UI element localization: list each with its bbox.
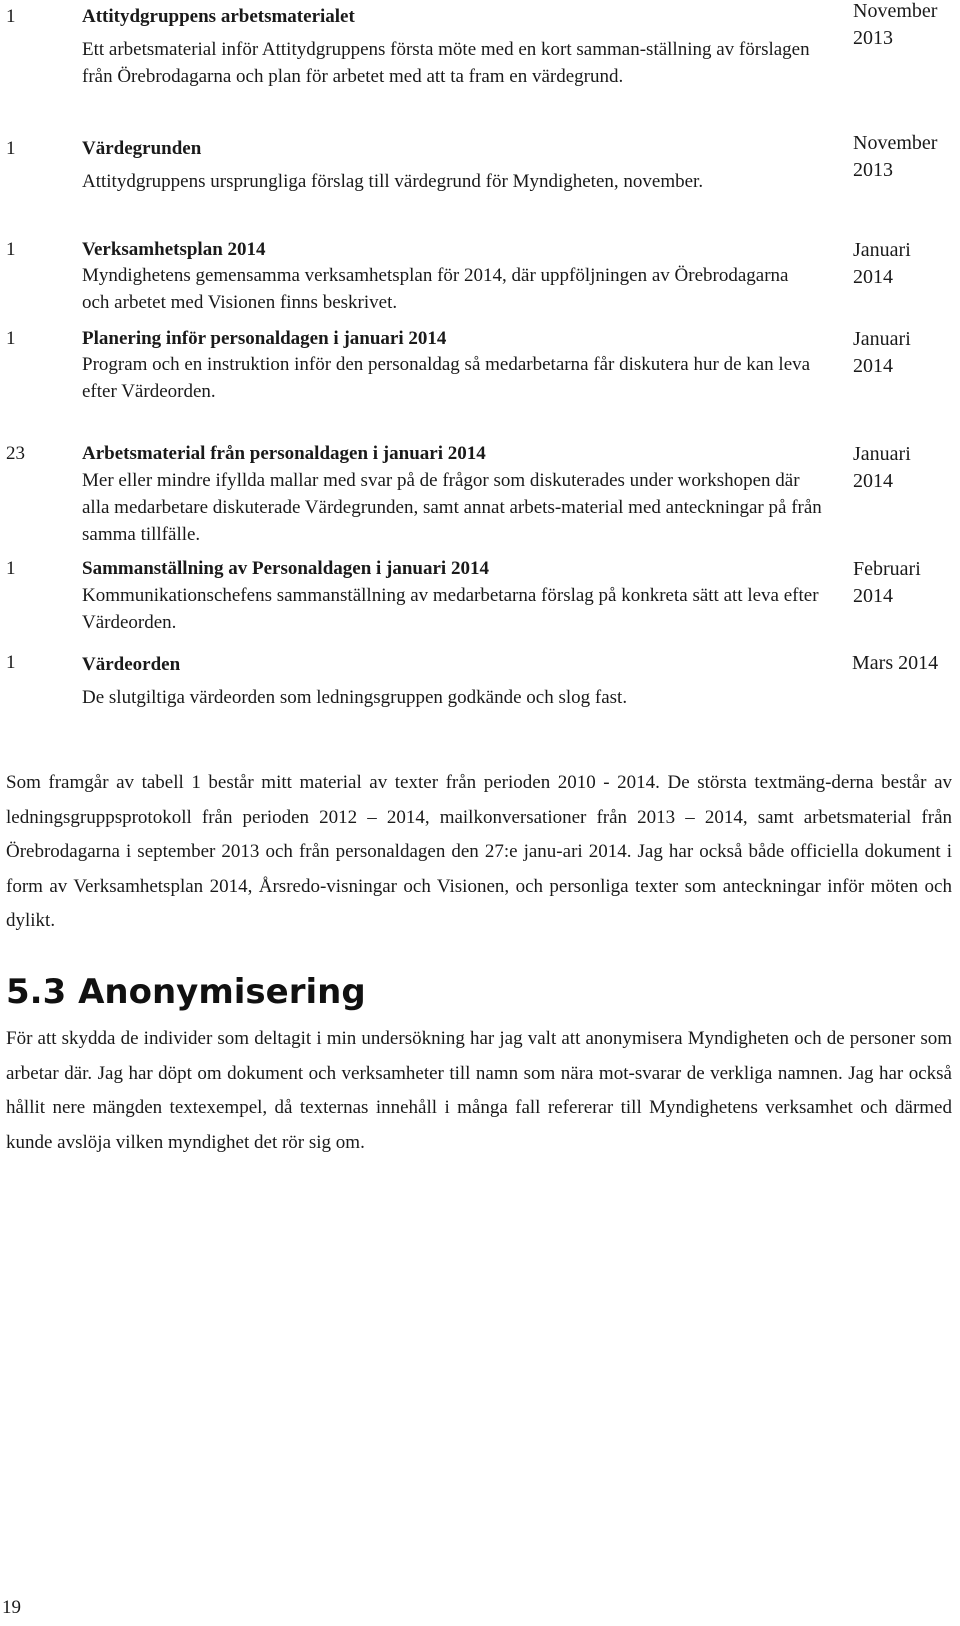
row-date: Januari 2014	[853, 239, 911, 288]
section-heading: 5.3 Anonymisering	[6, 972, 366, 1012]
row-count: 23	[6, 443, 25, 464]
row-date: Januari 2014	[853, 443, 911, 492]
row-description: Attitydgruppens ursprungliga förslag till värdegrund för Myndigheten, november.	[82, 171, 704, 192]
body-paragraph: Som framgår av tabell 1 består mitt material av texter från perioden 2010 - 2014. De största textmäng-derna består av ledningsgruppsprotokoll från perioden 2012 – 2014, mailkonversationer från 2013 – 2014, samt arbetsmaterial från Örebrodagarna i september 2013 och från personaldagen den 27:e janu-ari 2014. Jag har också både officiella dokument i form av Verksamhetsplan 2014, Årsredo-visningar och Visionen, och personliga texter som anteckningar inför möten och dylikt.	[6, 772, 952, 931]
row-count: 1	[6, 558, 16, 579]
row-description: Program och en instruktion inför den personaldag så medarbetarna får diskutera hur de kan leva efter Värdeorden.	[82, 354, 811, 402]
row-date: November 2013	[853, 0, 938, 49]
row-count: 1	[6, 6, 16, 27]
row-description: Ett arbetsmaterial inför Attitydgruppens första möte med en kort samman-ställning av förslagen från Örebrodagarna och plan för arbetet med att ta fram en värdegrund.	[82, 39, 810, 87]
page-number: 19	[2, 1597, 21, 1618]
row-date: Februari 2014	[853, 558, 921, 607]
row-title: Värdegrunden	[82, 138, 202, 159]
row-title: Verksamhetsplan 2014	[82, 239, 266, 260]
row-title: Sammanställning av Personaldagen i januari 2014	[82, 558, 489, 579]
row-description: De slutgiltiga värdeorden som ledningsgruppen godkände och slog fast.	[82, 687, 628, 708]
row-date: Januari 2014	[853, 328, 911, 377]
row-title: Planering inför personaldagen i januari 2014	[82, 328, 447, 349]
row-count: 1	[6, 328, 16, 349]
row-description: Mer eller mindre ifyllda mallar med svar på de frågor som diskuterades under workshopen där alla medarbetare diskuterade Värdegrunden, samt annat arbets-material med anteckningar på från samma tillfälle.	[82, 470, 822, 545]
row-count: 1	[6, 239, 16, 260]
row-title: Attitydgruppens arbetsmaterialet	[82, 6, 355, 27]
row-description: Myndighetens gemensamma verksamhetsplan för 2014, där uppföljningen av Örebrodagarna och arbetet med Visionen finns beskrivet.	[82, 265, 789, 313]
row-description: Kommunikationschefens sammanställning av medarbetarna förslag på konkreta sätt att leva efter Värdeorden.	[82, 585, 819, 633]
row-count: 1	[6, 138, 16, 159]
row-title: Arbetsmaterial från personaldagen i januari 2014	[82, 443, 486, 464]
row-count: 1	[6, 652, 16, 673]
section-body: För att skydda de individer som deltagit i min undersökning har jag valt att anonymisera Myndigheten och de personer som arbetar där. Jag har döpt om dokument och verksamheter till namn som nära mot-svarar de verkliga namnen. Jag har också hållit nere mängden textexempel, då texternas innehåll i många fall refererar till Myndighetens verksamhet och därmed kunde avslöja vilken myndighet det rör sig om.	[6, 1028, 952, 1153]
row-date: November 2013	[853, 132, 938, 181]
row-date: Mars 2014	[852, 652, 939, 674]
row-title: Värdeorden	[82, 654, 181, 675]
